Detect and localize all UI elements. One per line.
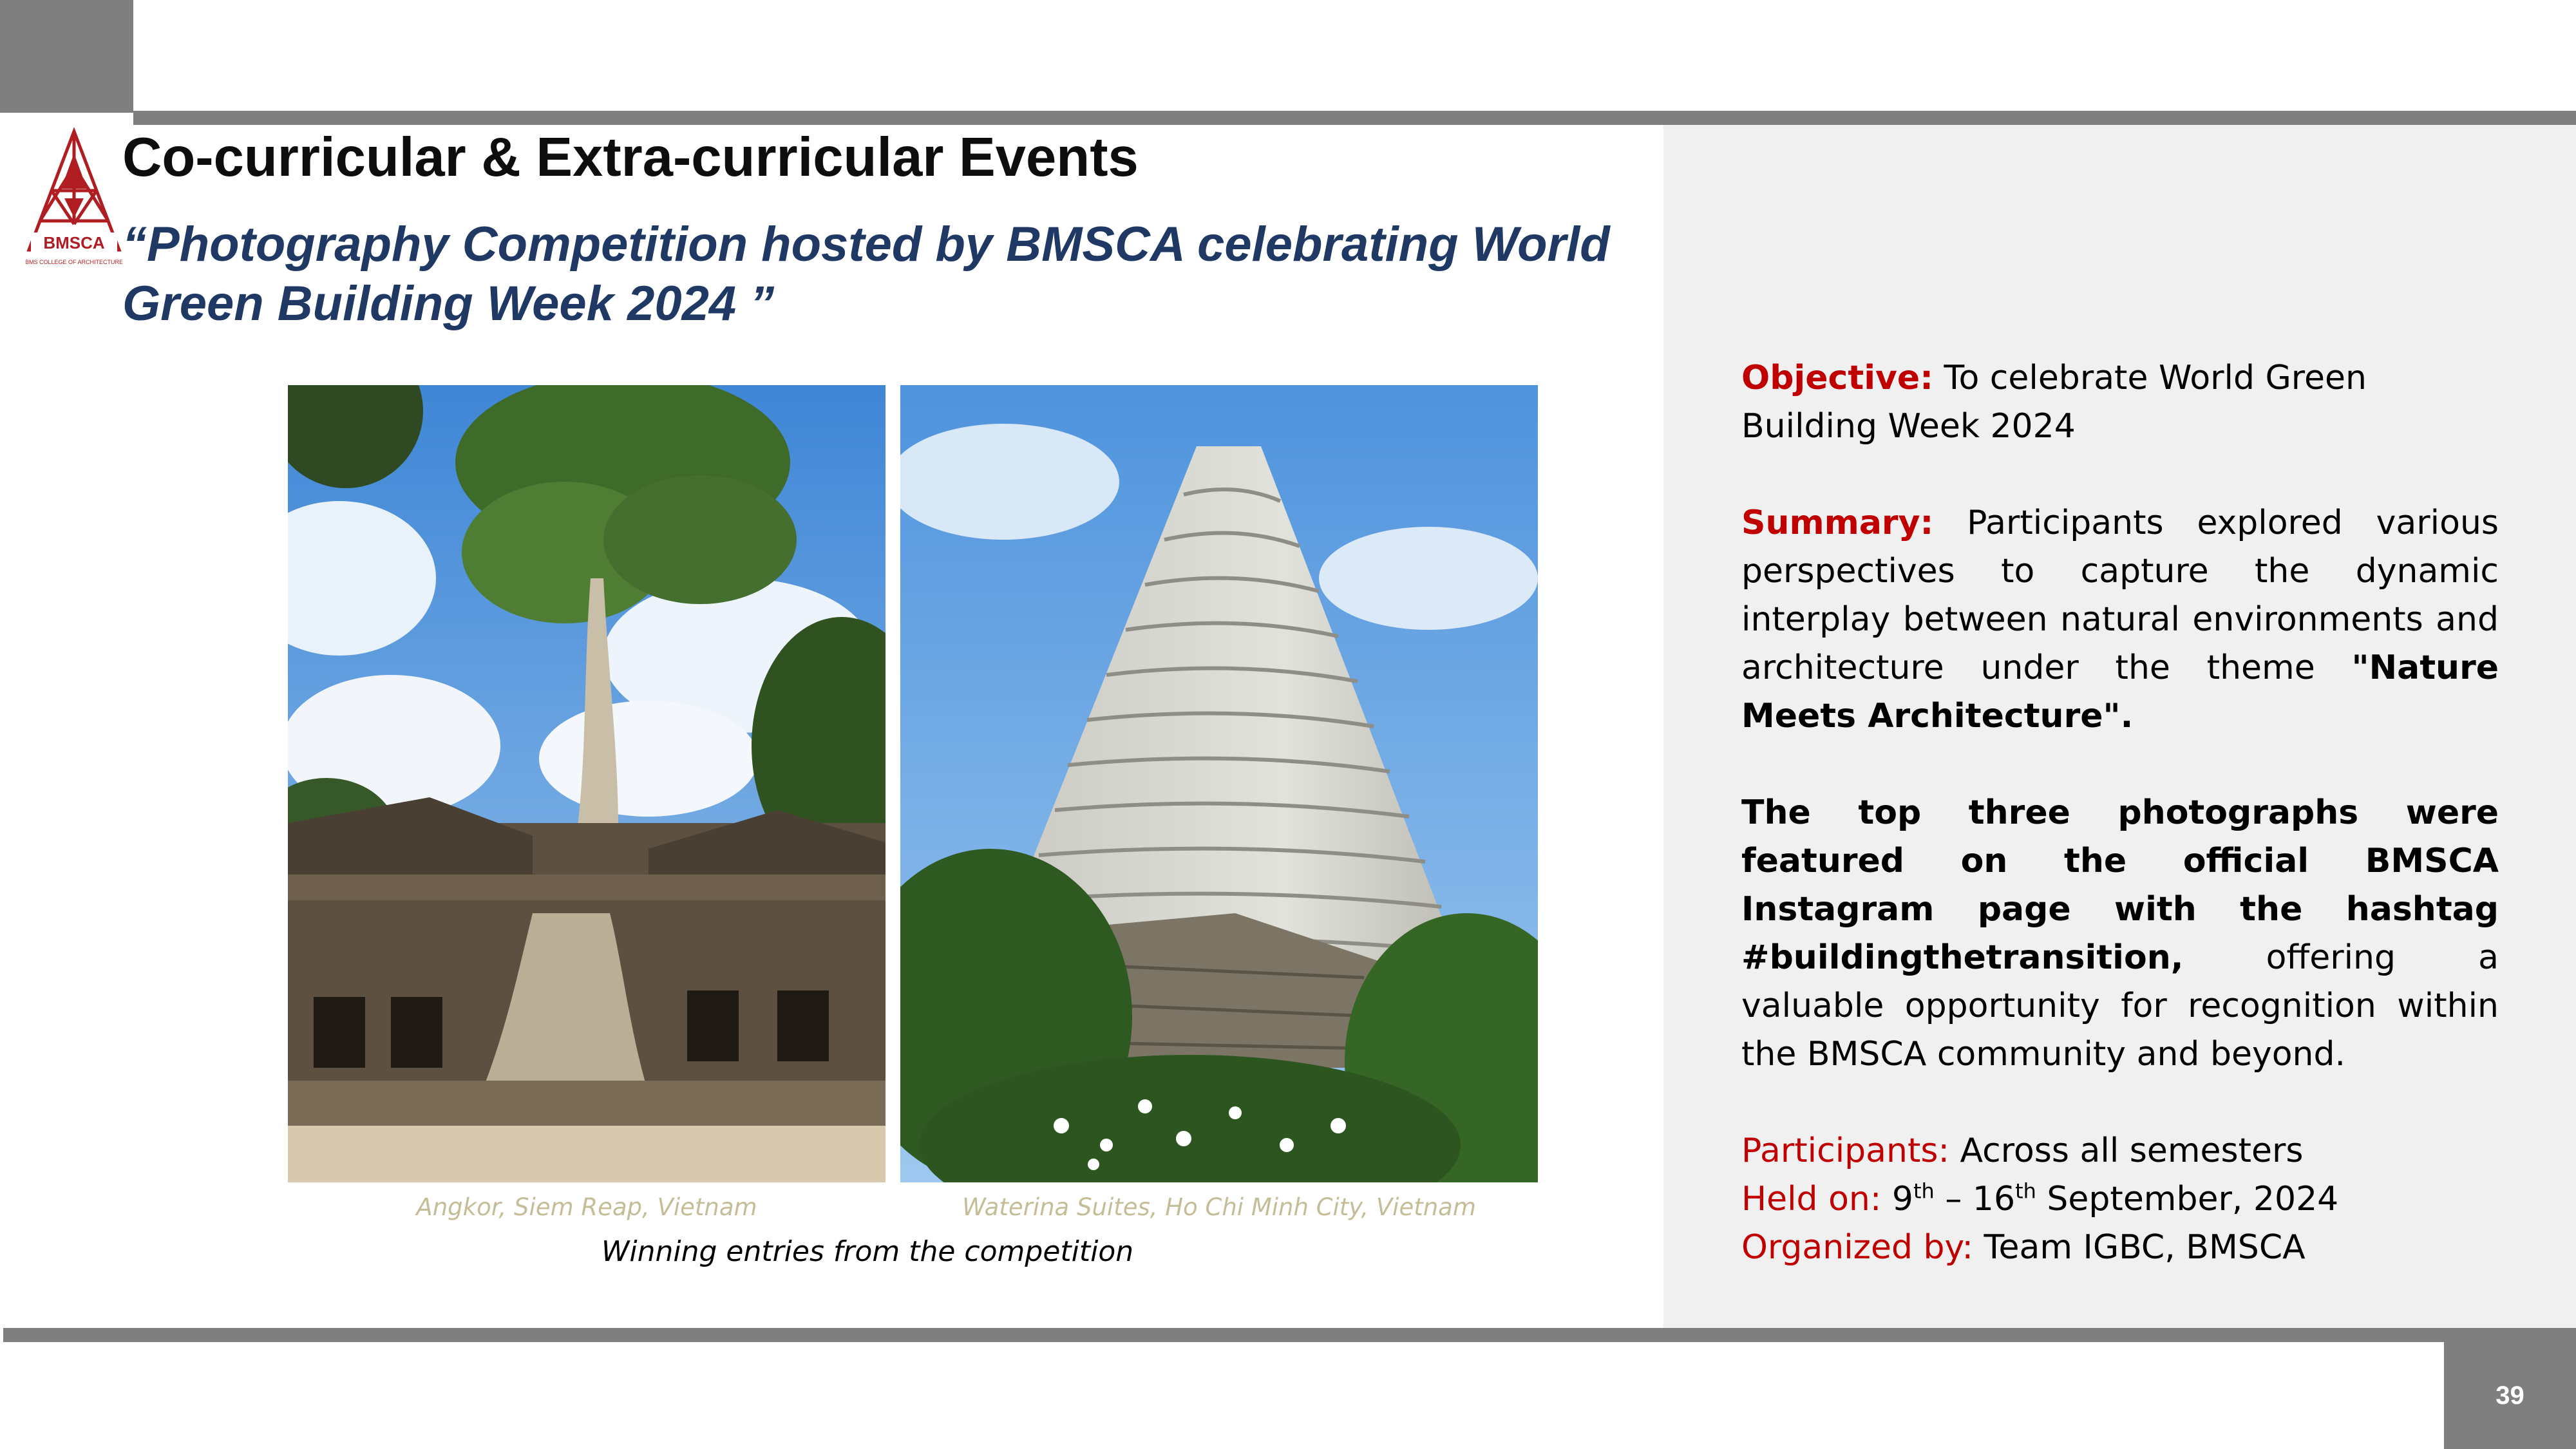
page-subtitle: “Photography Competition hosted by BMSCA celebrating World Green Building Week 2024 ”	[122, 217, 1610, 331]
page-title: Co-curricular & Extra-curricular Events	[122, 127, 1139, 188]
held-month-year: September, 2024	[2036, 1180, 2339, 1218]
highlight-paragraph	[1741, 789, 2499, 1079]
held-end-suffix: th	[2015, 1179, 2036, 1204]
held-on-line	[1741, 1175, 2499, 1224]
participants-line	[1741, 1127, 2499, 1175]
held-start-day: 9	[1881, 1180, 1913, 1218]
summary-theme: "Nature Meets Architecture".	[1741, 649, 2499, 735]
objective-text: To celebrate World Green Building Week 2024	[1741, 359, 2367, 446]
held-separator: – 16	[1934, 1180, 2016, 1218]
logo-text: BMSCA	[43, 233, 105, 252]
bmsca-logo	[26, 128, 122, 268]
top-corner-block	[0, 0, 133, 113]
summary-text: Participants explored various perspectives to capture the dynamic interplay between natural environments and architecture under the theme	[1741, 504, 2499, 687]
summary-paragraph	[1741, 499, 2499, 741]
highlight-rest-text: offering a valuable opportunity for recognition within the BMSCA community and beyond.	[1741, 938, 2499, 1074]
waterina-suites-photo	[900, 385, 1538, 1182]
organized-by-value: Team IGBC, BMSCA	[1973, 1228, 2306, 1267]
participants-label: Participants:	[1741, 1132, 1949, 1170]
organized-by-label: Organized by:	[1741, 1228, 1974, 1267]
organized-by-line	[1741, 1224, 2499, 1272]
angkor-photo	[288, 385, 886, 1182]
photo-caption-angkor: Angkor, Siem Reap, Vietnam	[416, 1193, 757, 1221]
figure-caption: Winning entries from the competition	[601, 1235, 1134, 1268]
event-details	[1741, 354, 2499, 1272]
photo-caption-waterina: Waterina Suites, Ho Chi Minh City, Vietnam	[962, 1193, 1476, 1221]
bottom-divider-bar	[3, 1328, 2576, 1342]
page-number: 39	[2444, 1342, 2576, 1449]
objective-paragraph	[1741, 354, 2499, 451]
held-on-label: Held on:	[1741, 1180, 1882, 1218]
held-start-suffix: th	[1913, 1179, 1935, 1204]
highlight-bold-text: The top three photographs were featured on the official BMSCA Instagram page with the hashtag #buildingthetransition,	[1741, 793, 2499, 977]
top-divider-bar	[133, 111, 2576, 125]
logo-subtext: BMS COLLEGE OF ARCHITECTURE	[26, 259, 122, 265]
participants-value: Across all semesters	[1949, 1132, 2304, 1170]
summary-label: Summary:	[1741, 504, 1934, 542]
objective-label: Objective:	[1741, 359, 1933, 397]
